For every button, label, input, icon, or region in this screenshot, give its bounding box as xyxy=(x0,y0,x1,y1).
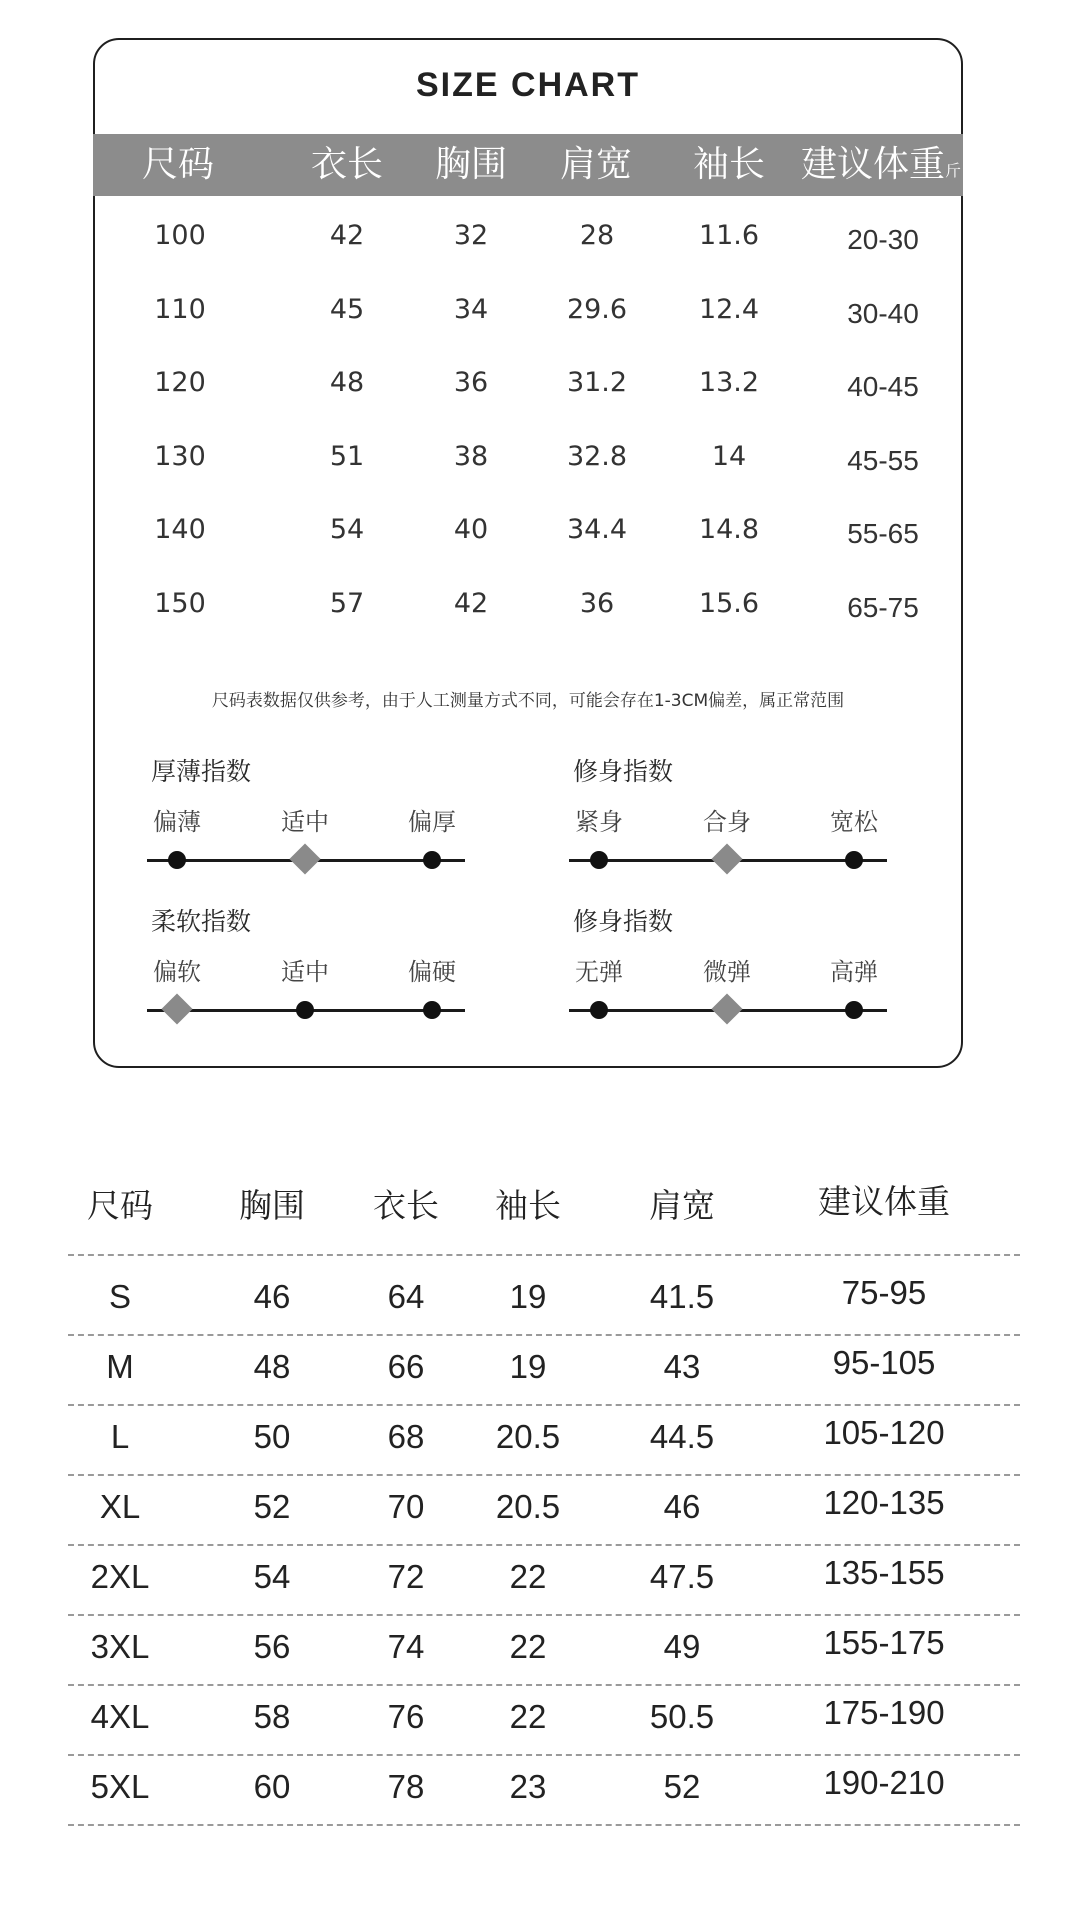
top-cell-sleeve: 14.8 xyxy=(698,514,760,545)
adult-cell-weight: 95-105 xyxy=(832,1344,936,1381)
top-cell-weight: 20-30 xyxy=(847,224,919,255)
adult-header-sleeve: 袖长 xyxy=(495,1186,561,1225)
index-label: 高弹 xyxy=(830,958,878,986)
adult-cell-sleeve: 22 xyxy=(509,1558,547,1595)
dot-marker xyxy=(590,1001,608,1019)
header-weight-label: 建议体重 xyxy=(800,144,945,185)
selected-diamond-marker xyxy=(161,993,192,1024)
dot-marker xyxy=(845,851,863,869)
adult-cell-size: 2XL xyxy=(90,1558,150,1595)
adult-cell-length: 72 xyxy=(387,1558,425,1595)
index-label: 偏软 xyxy=(153,958,201,986)
index-title: 修身指数 xyxy=(573,757,674,786)
header-weight xyxy=(801,134,961,196)
top-cell-chest: 36 xyxy=(453,367,489,398)
selected-diamond-marker xyxy=(711,993,742,1024)
adult-table-row xyxy=(68,1624,1020,1688)
top-cell-size: 140 xyxy=(154,514,206,545)
adult-cell-sleeve: 23 xyxy=(509,1768,547,1805)
adult-cell-size: 4XL xyxy=(90,1698,150,1735)
adult-cell-size: 3XL xyxy=(90,1628,150,1665)
adult-cell-weight: 190-210 xyxy=(823,1764,945,1801)
top-cell-length: 51 xyxy=(329,440,365,472)
index-label: 偏硬 xyxy=(408,958,456,986)
size-chart-title: SIZE CHART xyxy=(416,66,640,104)
adult-cell-length: 64 xyxy=(387,1278,425,1315)
adult-table-row xyxy=(68,1414,1020,1478)
adult-cell-length: 68 xyxy=(387,1418,425,1455)
index-scale xyxy=(569,902,899,1052)
dot-marker xyxy=(168,851,186,869)
index-scale xyxy=(147,752,477,902)
dot-marker xyxy=(423,851,441,869)
adult-cell-size: 5XL xyxy=(90,1768,150,1805)
adult-cell-sleeve: 22 xyxy=(509,1698,547,1735)
adult-cell-shoulder: 43 xyxy=(663,1348,701,1385)
index-label: 合身 xyxy=(703,808,751,836)
adult-cell-chest: 48 xyxy=(253,1348,291,1385)
dot-marker xyxy=(296,1001,314,1019)
top-cell-sleeve: 13.2 xyxy=(698,367,760,398)
adult-cell-shoulder: 52 xyxy=(663,1768,701,1805)
selected-diamond-marker xyxy=(711,843,742,874)
top-cell-chest: 42 xyxy=(453,587,489,619)
index-label: 紧身 xyxy=(575,808,623,836)
top-table-row xyxy=(95,294,961,334)
adult-cell-shoulder: 47.5 xyxy=(649,1558,715,1595)
top-cell-shoulder: 34.4 xyxy=(566,514,628,545)
top-cell-chest: 32 xyxy=(453,220,489,251)
adult-cell-shoulder: 50.5 xyxy=(649,1698,715,1735)
adult-cell-length: 66 xyxy=(387,1348,425,1385)
header-sleeve: 袖长 xyxy=(692,144,766,185)
top-cell-shoulder: 31.2 xyxy=(566,367,628,398)
top-cell-length: 48 xyxy=(329,367,365,398)
dashed-divider xyxy=(68,1254,1020,1256)
adult-cell-size: S xyxy=(108,1278,132,1315)
adult-cell-weight: 75-95 xyxy=(841,1274,927,1311)
adult-cell-size: XL xyxy=(99,1488,141,1525)
adult-table-row xyxy=(68,1344,1020,1408)
top-cell-shoulder: 32.8 xyxy=(566,440,628,472)
dot-marker xyxy=(590,851,608,869)
adult-cell-length: 76 xyxy=(387,1698,425,1735)
adult-cell-chest: 50 xyxy=(253,1418,291,1455)
header-length: 衣长 xyxy=(310,144,384,185)
top-cell-sleeve: 14 xyxy=(711,440,747,472)
kids-size-chart-card xyxy=(93,38,963,1068)
top-cell-size: 150 xyxy=(154,587,206,619)
adult-table-header xyxy=(68,1180,1020,1240)
top-cell-weight: 40-45 xyxy=(847,371,919,402)
dot-marker xyxy=(423,1001,441,1019)
top-cell-weight: 45-55 xyxy=(847,444,919,476)
top-cell-chest: 40 xyxy=(453,514,489,545)
adult-header-length: 衣长 xyxy=(373,1186,439,1225)
adult-cell-chest: 60 xyxy=(253,1768,291,1805)
adult-cell-sleeve: 22 xyxy=(509,1628,547,1665)
adult-table-row xyxy=(68,1694,1020,1758)
adult-cell-length: 78 xyxy=(387,1768,425,1805)
top-table-row xyxy=(95,441,961,481)
adult-cell-sleeve: 20.5 xyxy=(495,1418,561,1455)
adult-cell-weight: 175-190 xyxy=(823,1694,945,1731)
header-weight-unit: 斤 xyxy=(945,161,962,180)
top-cell-size: 130 xyxy=(154,440,206,472)
index-label: 无弹 xyxy=(575,958,623,986)
adult-cell-sleeve: 19 xyxy=(509,1278,547,1315)
index-title: 修身指数 xyxy=(573,907,674,936)
adult-cell-length: 70 xyxy=(387,1488,425,1525)
adult-table-row xyxy=(68,1274,1020,1338)
top-cell-chest: 34 xyxy=(453,293,489,325)
top-cell-weight: 30-40 xyxy=(847,297,919,329)
adult-cell-shoulder: 46 xyxy=(663,1488,701,1525)
adult-header-size: 尺码 xyxy=(87,1186,153,1225)
top-table-header xyxy=(93,134,963,196)
header-size: 尺码 xyxy=(141,144,215,185)
index-label: 偏厚 xyxy=(408,808,456,836)
measurement-note: 尺码表数据仅供参考，由于人工测量方式不同，可能会存在1-3CM偏差，属正常范围 xyxy=(211,691,845,711)
adult-cell-weight: 155-175 xyxy=(823,1624,945,1661)
adult-cell-weight: 135-155 xyxy=(823,1554,945,1591)
top-cell-chest: 38 xyxy=(453,440,489,472)
index-label: 偏薄 xyxy=(153,808,201,836)
index-title: 厚薄指数 xyxy=(151,757,252,786)
top-cell-weight: 65-75 xyxy=(847,591,919,623)
top-cell-size: 120 xyxy=(154,367,206,398)
header-chest: 胸围 xyxy=(434,144,508,185)
adult-cell-shoulder: 49 xyxy=(663,1628,701,1665)
adult-cell-length: 74 xyxy=(387,1628,425,1665)
top-cell-sleeve: 15.6 xyxy=(698,587,760,619)
index-scale xyxy=(147,902,477,1052)
adult-cell-sleeve: 20.5 xyxy=(495,1488,561,1525)
adult-table-row xyxy=(68,1764,1020,1828)
adult-cell-size: L xyxy=(110,1418,130,1455)
adult-cell-weight: 105-120 xyxy=(823,1414,945,1451)
selected-diamond-marker xyxy=(289,843,320,874)
top-cell-shoulder: 28 xyxy=(579,220,615,251)
top-table-row xyxy=(95,367,961,407)
top-cell-length: 57 xyxy=(329,587,365,619)
header-shoulder: 肩宽 xyxy=(559,144,633,185)
adult-header-shoulder: 肩宽 xyxy=(649,1186,715,1225)
index-label: 适中 xyxy=(281,808,329,836)
top-cell-shoulder: 36 xyxy=(579,587,615,619)
adult-cell-chest: 56 xyxy=(253,1628,291,1665)
index-label: 适中 xyxy=(281,958,329,986)
adult-cell-weight: 120-135 xyxy=(823,1484,945,1521)
adult-table-row xyxy=(68,1554,1020,1618)
dot-marker xyxy=(845,1001,863,1019)
top-cell-length: 42 xyxy=(329,220,365,251)
top-cell-weight: 55-65 xyxy=(847,518,919,549)
top-cell-length: 45 xyxy=(329,293,365,325)
adult-cell-shoulder: 44.5 xyxy=(649,1418,715,1455)
adult-cell-chest: 58 xyxy=(253,1698,291,1735)
adult-cell-chest: 54 xyxy=(253,1558,291,1595)
adult-header-weight: 建议体重 xyxy=(818,1182,950,1221)
index-scale xyxy=(569,752,899,902)
adult-cell-chest: 46 xyxy=(253,1278,291,1315)
top-table-row xyxy=(95,588,961,628)
adult-table-row xyxy=(68,1484,1020,1548)
adult-cell-sleeve: 19 xyxy=(509,1348,547,1385)
index-label: 宽松 xyxy=(830,808,878,836)
adult-header-chest: 胸围 xyxy=(239,1186,305,1225)
top-cell-sleeve: 11.6 xyxy=(698,220,760,251)
top-table-row xyxy=(95,220,961,260)
index-label: 微弹 xyxy=(703,958,751,986)
top-table-row xyxy=(95,514,961,554)
adult-cell-size: M xyxy=(106,1348,134,1385)
top-cell-shoulder: 29.6 xyxy=(566,293,628,325)
index-title: 柔软指数 xyxy=(151,907,252,936)
adult-cell-shoulder: 41.5 xyxy=(649,1278,715,1315)
adult-cell-chest: 52 xyxy=(253,1488,291,1525)
top-cell-size: 110 xyxy=(154,293,206,325)
top-cell-sleeve: 12.4 xyxy=(698,293,760,325)
top-cell-length: 54 xyxy=(329,514,365,545)
top-cell-size: 100 xyxy=(154,220,206,251)
